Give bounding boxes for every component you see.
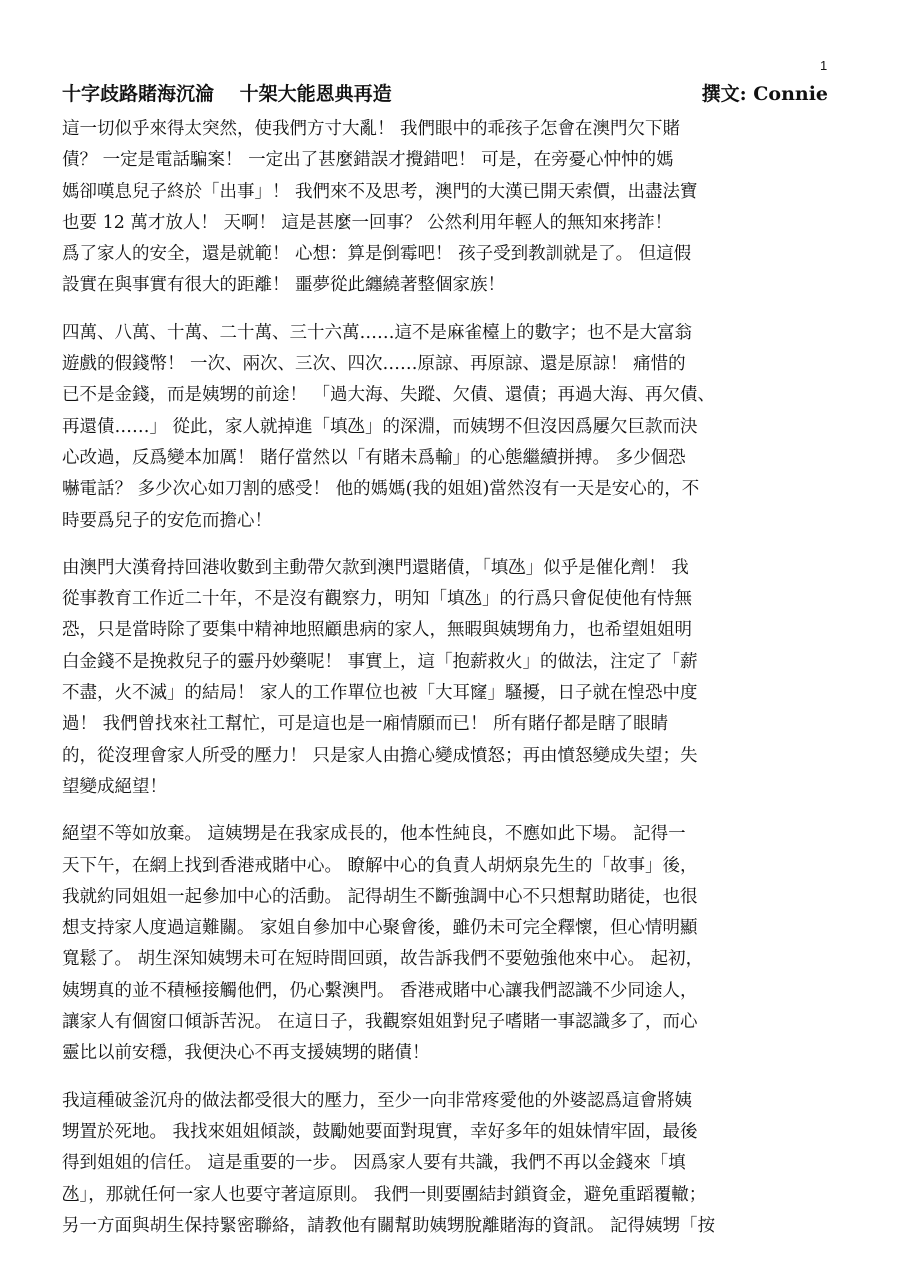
paragraph-line: 望變成絕望！ [62,776,167,797]
paragraph-line: 另一方面與胡生保持緊密聯絡，請教他有關幫助姨甥脫離賭海的資訊。 記得姨甥「按 [62,1215,716,1236]
paragraph-line: 從事教育工作近二十年，不是沒有觀察力，明知「填氹」的行爲只會促使他有恃無 [62,589,692,610]
paragraph-line: 讓家人有個窗口傾訴苦況。 在這日子，我觀察姐姐對兒子嗜賭一事認識多了，而心 [62,1012,698,1033]
paragraph-line: 我這種破釜沉舟的做法都受很大的壓力，至少一向非常疼愛他的外婆認爲這會將姨 [62,1090,692,1111]
paragraph-line: 這一切似乎來得太突然，使我們方寸大亂！ 我們眼中的乖孩子怎會在澳門欠下賭 [62,119,681,139]
page-number: 1 [820,58,828,73]
paragraph-line: 我就約同姐姐一起參加中心的活動。 記得胡生不斷強調中心不只想幫助賭徒，也很 [62,886,698,907]
paragraph [62,114,832,302]
paragraph-line: 也要 12 萬才放人！ 天啊！ 這是甚麼一回事？ 公然利用年輕人的無知來拷詐！ [62,212,673,233]
paragraph-line: 四萬、八萬、十萬、二十萬、三十六萬……這不是麻雀檯上的數字；也不是大富翁 [62,322,692,343]
paragraph [62,819,832,1069]
paragraph-line: 爲了家人的安全，還是就範！ 心想：算是倒霉吧！ 孩子受到教訓就是了。 但這假 [62,244,692,265]
paragraph-line: 靈比以前安穩，我便決心不再支援姨甥的賭債！ [62,1043,430,1064]
paragraph [62,1086,832,1242]
paragraph-line: 恐，只是當時除了要集中精神地照顧患病的家人，無暇與姨甥角力，也希望姐姐明 [62,620,692,641]
document-title: 十字歧路賭海沉淪 十架大能恩典再造 [62,83,392,105]
paragraph-line: 不盡，火不滅」的結局！ 家人的工作單位也被「大耳窿」騷擾，日子就在惶恐中度 [62,683,698,704]
paragraph-line: 再還債……」 從此，家人就掉進「填氹」的深淵，而姨甥不但沒因爲屢欠巨款而決 [62,416,698,437]
paragraph-line: 設實在與事實有很大的距離！ 噩夢從此纏繞著整個家族！ [62,275,506,296]
paragraph [62,553,832,803]
paragraph [62,318,832,537]
paragraph-line: 遊戲的假錢幣！ 一次、兩次、三次、四次……原諒、再原諒、還是原諒！ 痛惜的 [62,354,686,375]
document-body [62,114,832,1258]
paragraph-line: 心改過，反爲變本加厲！ 賭仔當然以「有賭未爲輸」的心態繼續拼搏。 多少個恐 [62,447,686,468]
paragraph-line: 過！ 我們曾找來社工幫忙，可是這也是一廂情願而已！ 所有賭仔都是瞎了眼睛 [62,714,669,735]
paragraph-line: 天下午，在網上找到香港戒賭中心。 瞭解中心的負責人胡炳泉先生的「故事」後， [62,855,698,876]
paragraph-line: 氹」，那就任何一家人也要守著這原則。 我們一則要團結封鎖資金，避免重蹈覆轍； [62,1184,707,1205]
document-header [62,79,828,109]
paragraph-line: 時要爲兒子的安危而擔心！ [62,510,272,531]
paragraph-line: 寬鬆了。 胡生深知姨甥未可在短時間回頭，故告訴我們不要勉強他來中心。 起初， [62,949,704,970]
paragraph-line: 由澳門大漢脅持回港收數到主動帶欠款到澳門還賭債，「填氹」似乎是催化劑！ 我 [62,557,689,578]
author-credit: 撰文: Connie [701,83,828,105]
paragraph-line: 已不是金錢，而是姨甥的前途！ 「過大海、失蹤、欠債、還債；再過大海、再欠債、 [62,385,716,406]
paragraph-line: 的，從沒理會家人所受的壓力！ 只是家人由擔心變成憤怒；再由憤怒變成失望；失 [62,745,698,766]
paragraph-line: 媽卻嘆息兒子終於「出事」！ 我們來不及思考，澳門的大漢已開天索價，出盡法寶 [62,181,698,202]
paragraph-line: 得到姐姐的信任。 這是重要的一步。 因爲家人要有共識，我們不再以金錢來「填 [62,1153,686,1174]
paragraph-line: 想支持家人度過這難關。 家姐自參加中心聚會後，雖仍未可完全釋懷，但心情明顯 [62,918,698,939]
paragraph-line: 債？ 一定是電話騙案！ 一定出了甚麼錯誤才攪錯吧！ 可是，在旁憂心忡忡的媽 [62,150,674,171]
paragraph-line: 白金錢不是挽救兒子的靈丹妙藥呢！ 事實上，這「抱薪救火」的做法，注定了「薪 [62,651,698,672]
paragraph-line: 甥置於死地。 我找來姐姐傾談，鼓勵她要面對現實，幸好多年的姐妹情牢固，最後 [62,1121,698,1142]
paragraph-line: 嚇電話？ 多少次心如刀割的感受！ 他的媽媽(我的姐姐)當然沒有一天是安心的，不 [62,479,700,500]
paragraph-line: 姨甥真的並不積極接觸他們，仍心繫澳門。 香港戒賭中心讓我們認識不少同途人， [62,980,698,1001]
paragraph-line: 絕望不等如放棄。 這姨甥是在我家成長的，他本性純良，不應如此下場。 記得一 [62,824,686,845]
